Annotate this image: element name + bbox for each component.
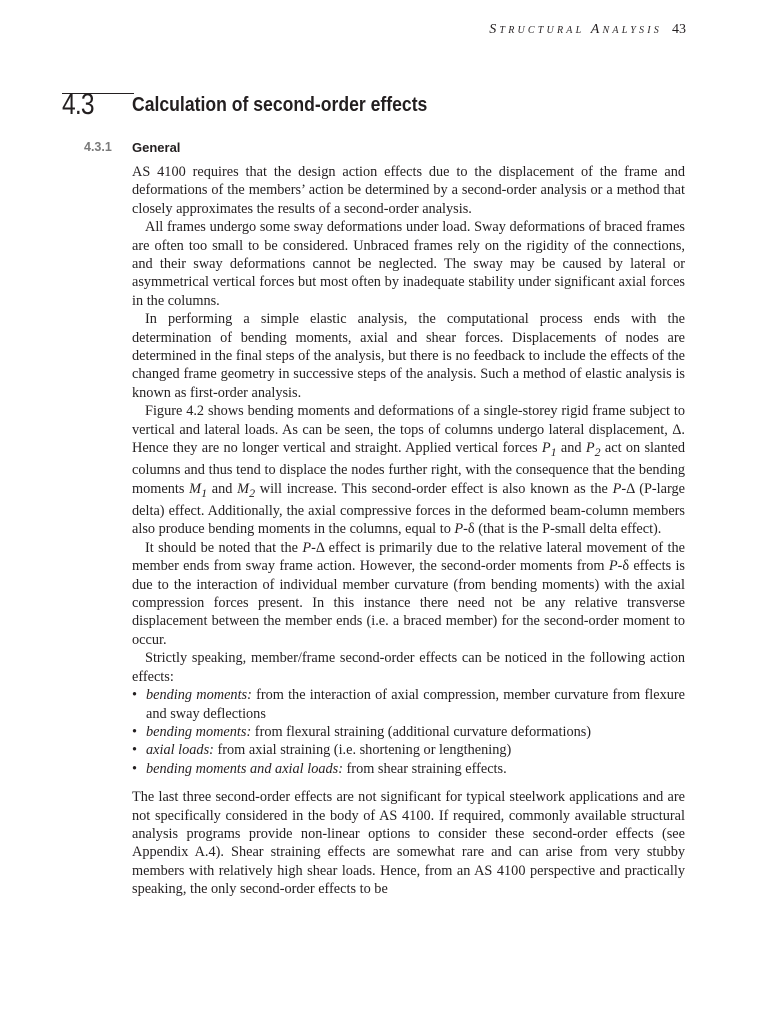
running-title: Structural Analysis bbox=[489, 22, 662, 37]
list-item: • bending moments and axial loads: from shear straining effects. bbox=[132, 760, 685, 778]
page-number: 43 bbox=[672, 22, 686, 37]
list-item: • axial loads: from axial straining (i.e. shortening or lengthening) bbox=[132, 741, 685, 759]
subsection-number: 4.3.1 bbox=[84, 140, 112, 154]
section-number: 4.3 bbox=[62, 88, 94, 121]
subsection-title: General bbox=[132, 140, 181, 155]
section-title: Calculation of second-order effects bbox=[132, 94, 428, 116]
paragraph-figure-ref: Figure 4.2 shows bending moments and deformations of a single-storey rigid frame subject to vertical and lateral loads. As can be seen, the tops of columns undergo lateral displacement, Δ. Hence they are no longer vertical and straight. Applied vertical forces $P_1$ and $P_2$ act on slanted columns and thus tend to displace the nodes further right, with the consequence that the bending moments $M_1$ and $M_2$ will increase. This second-order effect is also known as the P-Δ (P-large delta) effect. Additionally, the axial compressive forces in the deformed beam-column members also produce bending moments in the columns, equal to P-δ (that is the P-small delta effect). bbox=[132, 403, 685, 538]
paragraph: All frames undergo some sway deformations under load. Sway deformations of braced frames are often too small to be considered. Unbraced frames rely on the rigidity of the connections, and their sway deformations cannot be neglected. The sway may be caused by lateral or asymmetrical vertical forces but most often by inadequate stability under significant axial forces in the columns. bbox=[132, 219, 685, 309]
paragraph: In performing a simple elastic analysis, the computational process ends with the determination of bending moments, axial and shear forces. Displacements of nodes are determined in the final steps of the analysis, but there is no feedback to include the effects of the changed frame geometry in successive steps of the analysis. Such a method of elastic analysis is known as first-order analysis. bbox=[132, 311, 685, 401]
running-head bbox=[489, 22, 686, 38]
paragraph: The last three second-order effects are not significant for typical steelwork applications and are not specifically considered in the body of AS 4100. If required, commonly available structural analysis programs provide non-linear options to consider these second-order effects (see Appendix A.4). Shear straining effects are somewhat rare and can arise from very stubby members with relatively high shear loads. Hence, from an AS 4100 perspective and practically speaking, the only second-order effects to be bbox=[132, 789, 685, 898]
paragraph: Strictly speaking, member/frame second-order effects can be noticed in the following action effects: bbox=[132, 650, 685, 685]
body-text bbox=[132, 163, 685, 899]
bullet-list bbox=[132, 686, 685, 778]
paragraph: AS 4100 requires that the design action effects due to the displacement of the frame and deformations of the members’ action be determined by a second-order analysis or a method that closely approximates the results of a second-order analysis. bbox=[132, 164, 685, 217]
paragraph: It should be noted that the P-Δ effect is primarily due to the relative lateral movement of the member ends from sway frame action. However, the second-order moments from P-δ effects is due to the interaction of individual member curvature (from bending moments) with the axial compression forces present. In this instance there need not be any relative transverse displacement between the member ends (i.e. a braced member) for the second-order moment to occur. bbox=[132, 539, 685, 648]
list-item: • bending moments: from flexural straining (additional curvature deformations) bbox=[132, 723, 685, 741]
list-item: • bending moments: from the interaction of axial compression, member curvature from flexure and sway deflections bbox=[132, 686, 685, 723]
